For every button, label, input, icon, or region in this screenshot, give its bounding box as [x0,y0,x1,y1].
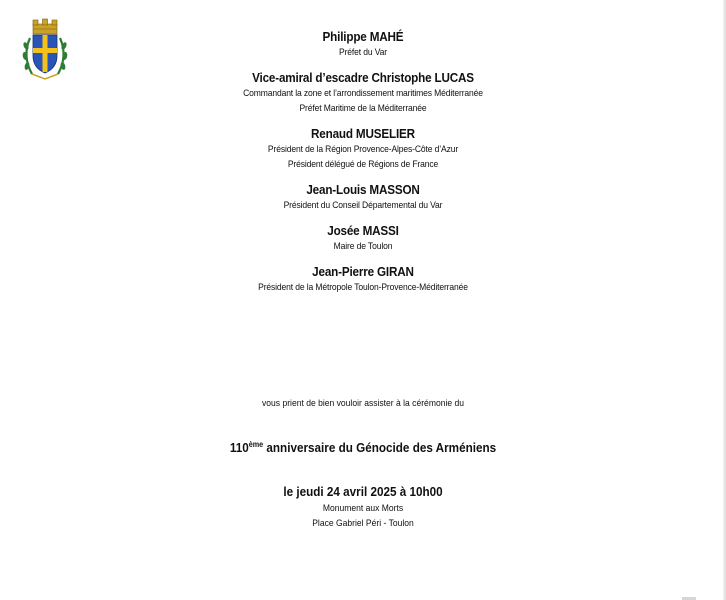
signatory-prefet-maritime [0,69,726,116]
signatory-president-departement [0,181,726,213]
signatory-name: Philippe MAHÉ [322,29,404,44]
signatory-role: Président de la Région Provence-Alpes-Côte d’Azur [267,144,459,155]
signatories-list [0,28,726,304]
signatory-name: Vice-amiral d’escadre Christophe LUCAS [252,70,474,85]
event-location [36,501,689,531]
signatory-maire [0,222,726,254]
signatory-role: Préfet du Var [338,47,387,58]
signatory-role: Président de la Métropole Toulon-Provence-Méditerranée [258,282,468,293]
event-title-rest: anniversaire du Génocide des Arméniens [263,440,497,455]
event-ordinal-suffix: ème [248,440,264,449]
signatory-name: Jean-Louis MASSON [306,182,420,197]
invitation-text: vous prient de bien vouloir assister à la cérémonie du [262,398,464,409]
signatory-role: Président délégué de Régions de France [287,159,439,170]
signatory-role: Préfet Maritime de la Méditerranée [299,103,427,114]
signatory-president-metropole [0,263,726,295]
event-address: Place Gabriel Péri - Toulon [312,518,414,529]
signatory-president-region [0,125,726,172]
signatory-prefet-var [0,28,726,60]
signatory-role: Commandant la zone et l’arrondissement maritimes Méditerranée [243,88,483,99]
signatory-role: Président du Conseil Départemental du Var [283,200,443,211]
event-title [36,439,689,456]
event-number: 110 [229,440,249,455]
signatory-role: Maire de Toulon [333,241,393,252]
signatory-name: Josée MASSI [327,223,399,238]
signatory-name: Jean-Pierre GIRAN [312,264,414,279]
event-date: le jeudi 24 avril 2025 à 10h00 [283,484,443,499]
signatory-name: Renaud MUSELIER [311,126,415,141]
event-venue: Monument aux Morts [322,503,404,514]
